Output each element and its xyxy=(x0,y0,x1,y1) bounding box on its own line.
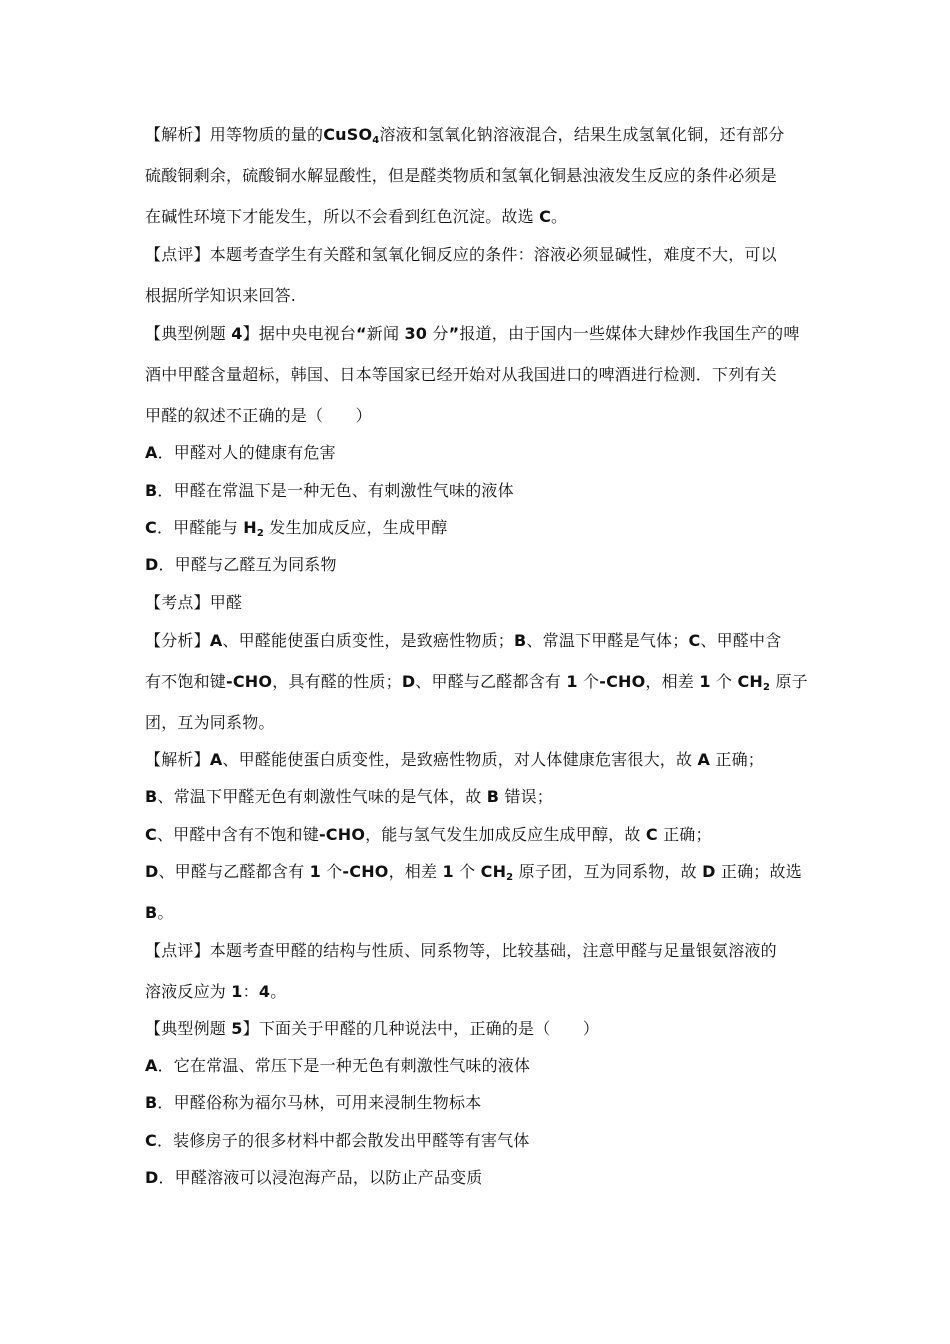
bold-text: C xyxy=(145,518,157,537)
subscript: 4 xyxy=(372,135,380,146)
bold-text: 4 xyxy=(258,982,271,1001)
text-run: ．甲醛对人的健康有危害 xyxy=(157,443,336,462)
text-run: 有不饱和键 xyxy=(145,672,227,691)
text-run: 、甲醛能使蛋白质变性，是致癌性物质，对人体健康危害很大，故 xyxy=(222,750,698,769)
bold-text: CuSO xyxy=(323,125,373,144)
text-run: ．甲醛与乙醛互为同系物 xyxy=(158,555,337,574)
bold-text: B xyxy=(145,787,158,806)
text-run: 。 xyxy=(551,207,568,226)
bold-text: 1 xyxy=(699,672,711,691)
text-line xyxy=(145,902,825,924)
text-run: 】据中央电视台 xyxy=(242,324,357,343)
text-line xyxy=(145,405,825,427)
text-run: 、甲醛能使蛋白质变性，是致癌性物质； xyxy=(222,631,515,650)
text-run: 【典型例题 xyxy=(145,1019,232,1038)
text-line xyxy=(145,1167,825,1189)
text-run: ．装修房子的很多材料中都会散发出甲醛等有害气体 xyxy=(156,1131,530,1150)
bold-text: “ xyxy=(356,324,367,343)
bold-text: B xyxy=(145,481,158,500)
text-run: ，具有醛的性质； xyxy=(272,672,402,691)
text-line xyxy=(145,480,825,502)
text-line xyxy=(145,1055,825,1077)
text-run: 、常温下甲醛是气体； xyxy=(526,631,689,650)
text-line xyxy=(145,244,825,266)
text-run: 【解析】用等物质的量的 xyxy=(145,125,324,144)
text-run: 在碱性环境下才能发生，所以不会看到红色沉淀。故选 xyxy=(145,207,540,226)
text-run: 【考点】甲醛 xyxy=(145,593,243,612)
bold-text: C xyxy=(688,631,701,650)
text-line xyxy=(145,442,825,464)
text-line xyxy=(145,206,825,228)
text-run: 甲醛的叙述不正确的是（ ） xyxy=(145,406,372,425)
bold-text: H xyxy=(243,518,257,537)
text-line xyxy=(145,786,825,808)
text-line xyxy=(145,364,825,386)
bold-text: C xyxy=(145,825,157,844)
subscript: 2 xyxy=(506,872,514,883)
bold-text: B xyxy=(514,631,527,650)
text-run: 【分析】 xyxy=(145,631,210,650)
bold-text: D xyxy=(702,862,716,881)
text-run: 原子 xyxy=(770,672,808,691)
text-run: 个 xyxy=(710,672,738,691)
text-run: ： xyxy=(242,982,259,1001)
bold-text: B xyxy=(145,1093,158,1112)
text-run: 团，互为同系物。 xyxy=(145,713,275,732)
text-line xyxy=(145,671,825,699)
text-line xyxy=(145,323,825,345)
bold-text: D xyxy=(145,555,159,574)
text-line xyxy=(145,981,825,1003)
text-run: ．甲醛俗称为福尔马林，可用来浸制生物标本 xyxy=(157,1093,482,1112)
text-line xyxy=(145,1092,825,1114)
bold-text: B xyxy=(145,903,158,922)
text-run: 、甲醛与乙醛都含有 xyxy=(158,862,310,881)
text-line xyxy=(145,940,825,962)
text-run: 。 xyxy=(270,982,287,1001)
text-run: 溶液反应为 xyxy=(145,982,232,1001)
bold-text: B xyxy=(486,787,500,806)
bold-text: CH xyxy=(737,672,763,691)
bold-text: A xyxy=(145,1056,158,1075)
text-run: 报道，由于国内一些媒体大肆炒作我国生产的啤 xyxy=(459,324,800,343)
text-run: 溶液和氢氧化钠溶液混合，结果生成氢氧化铜，还有部分 xyxy=(379,125,785,144)
bold-text: -CHO xyxy=(599,672,646,691)
text-run: 发生加成反应，生成甲醇 xyxy=(264,518,448,537)
text-run: 、甲醛与乙醛都含有 xyxy=(415,672,567,691)
text-line xyxy=(145,824,825,846)
bold-text: A xyxy=(209,750,223,769)
text-run: 【解析】 xyxy=(145,750,210,769)
bold-text: 30 xyxy=(404,324,428,343)
bold-text: 5 xyxy=(231,1019,243,1038)
text-run: 、甲醛中含有不饱和键 xyxy=(156,825,319,844)
text-run: 原子团，互为同系物，故 xyxy=(513,862,703,881)
text-run: ．甲醛溶液可以浸泡海产品，以防止产品变质 xyxy=(158,1168,483,1187)
text-run: 酒中甲醛含量超标，韩国、日本等国家已经开始对从我国进口的啤酒进行检测．下列有关 xyxy=(145,365,777,384)
text-run: 新闻 xyxy=(366,324,405,343)
bold-text: A xyxy=(697,750,711,769)
text-line xyxy=(145,630,825,652)
bold-text: C xyxy=(539,207,552,226)
text-line xyxy=(145,712,825,734)
text-run: 个 xyxy=(320,862,343,881)
text-run: ．它在常温、常压下是一种无色有刺激性气味的液体 xyxy=(157,1056,531,1075)
bold-text: 1 xyxy=(231,982,243,1001)
text-run: 、甲醛中含 xyxy=(700,631,782,650)
text-line xyxy=(145,517,825,545)
text-run: 个 xyxy=(577,672,600,691)
bold-text: 1 xyxy=(442,862,454,881)
bold-text: 4 xyxy=(231,324,243,343)
bold-text: -CHO xyxy=(318,825,366,844)
subscript: 2 xyxy=(762,682,771,693)
text-run: ．甲醛能与 xyxy=(156,518,244,537)
text-run: 【点评】本题考查学生有关醛和氢氧化铜反应的条件：溶液必须显碱性，难度不大，可以 xyxy=(145,245,777,264)
text-run: 根据所学知识来回答. xyxy=(145,286,297,305)
text-run: 正确； xyxy=(657,825,712,844)
text-line xyxy=(145,861,825,889)
bold-text: 1 xyxy=(309,862,321,881)
text-run: ．甲醛在常温下是一种无色、有刺激性气味的液体 xyxy=(157,481,514,500)
text-line xyxy=(145,1018,825,1040)
text-run: ，能与氢气发生加成反应生成甲醇，故 xyxy=(365,825,646,844)
text-run: 分 xyxy=(427,324,449,343)
text-run: 、常温下甲醛无色有刺激性气味的是气体，故 xyxy=(157,787,487,806)
text-run: 硫酸铜剩余，硫酸铜水解显酸性，但是醛类物质和氢氧化铜悬浊液发生反应的条件必须是 xyxy=(145,166,777,185)
bold-text: C xyxy=(645,825,658,844)
text-line xyxy=(145,554,825,576)
bold-text: A xyxy=(145,443,158,462)
bold-text: D xyxy=(401,672,416,691)
text-line xyxy=(145,749,825,771)
text-run: 。 xyxy=(157,903,174,922)
text-line xyxy=(145,592,825,614)
bold-text: A xyxy=(209,631,223,650)
text-run: 【典型例题 xyxy=(145,324,232,343)
bold-text: D xyxy=(145,1168,159,1187)
subscript: 2 xyxy=(256,528,265,539)
bold-text: CH xyxy=(480,862,507,881)
bold-text: -CHO xyxy=(226,672,273,691)
text-run: 正确； xyxy=(710,750,764,769)
text-line xyxy=(145,1130,825,1152)
bold-text: -CHO xyxy=(342,862,389,881)
text-run: 个 xyxy=(453,862,481,881)
bold-text: ” xyxy=(448,324,460,343)
bold-text: D xyxy=(145,862,159,881)
text-run: ，相差 xyxy=(645,672,700,691)
text-run: 正确；故选 xyxy=(715,862,802,881)
text-line xyxy=(145,165,825,187)
text-line xyxy=(145,285,825,307)
text-line xyxy=(145,124,825,152)
text-run: 】下面关于甲醛的几种说法中，正确的是（ ） xyxy=(242,1019,600,1038)
text-run: 错误； xyxy=(499,787,553,806)
bold-text: C xyxy=(145,1131,157,1150)
bold-text: 1 xyxy=(566,672,578,691)
text-run: ，相差 xyxy=(388,862,443,881)
text-run: 【点评】本题考查甲醛的结构与性质、同系物等，比较基础，注意甲醛与足量银氨溶液的 xyxy=(145,941,777,960)
